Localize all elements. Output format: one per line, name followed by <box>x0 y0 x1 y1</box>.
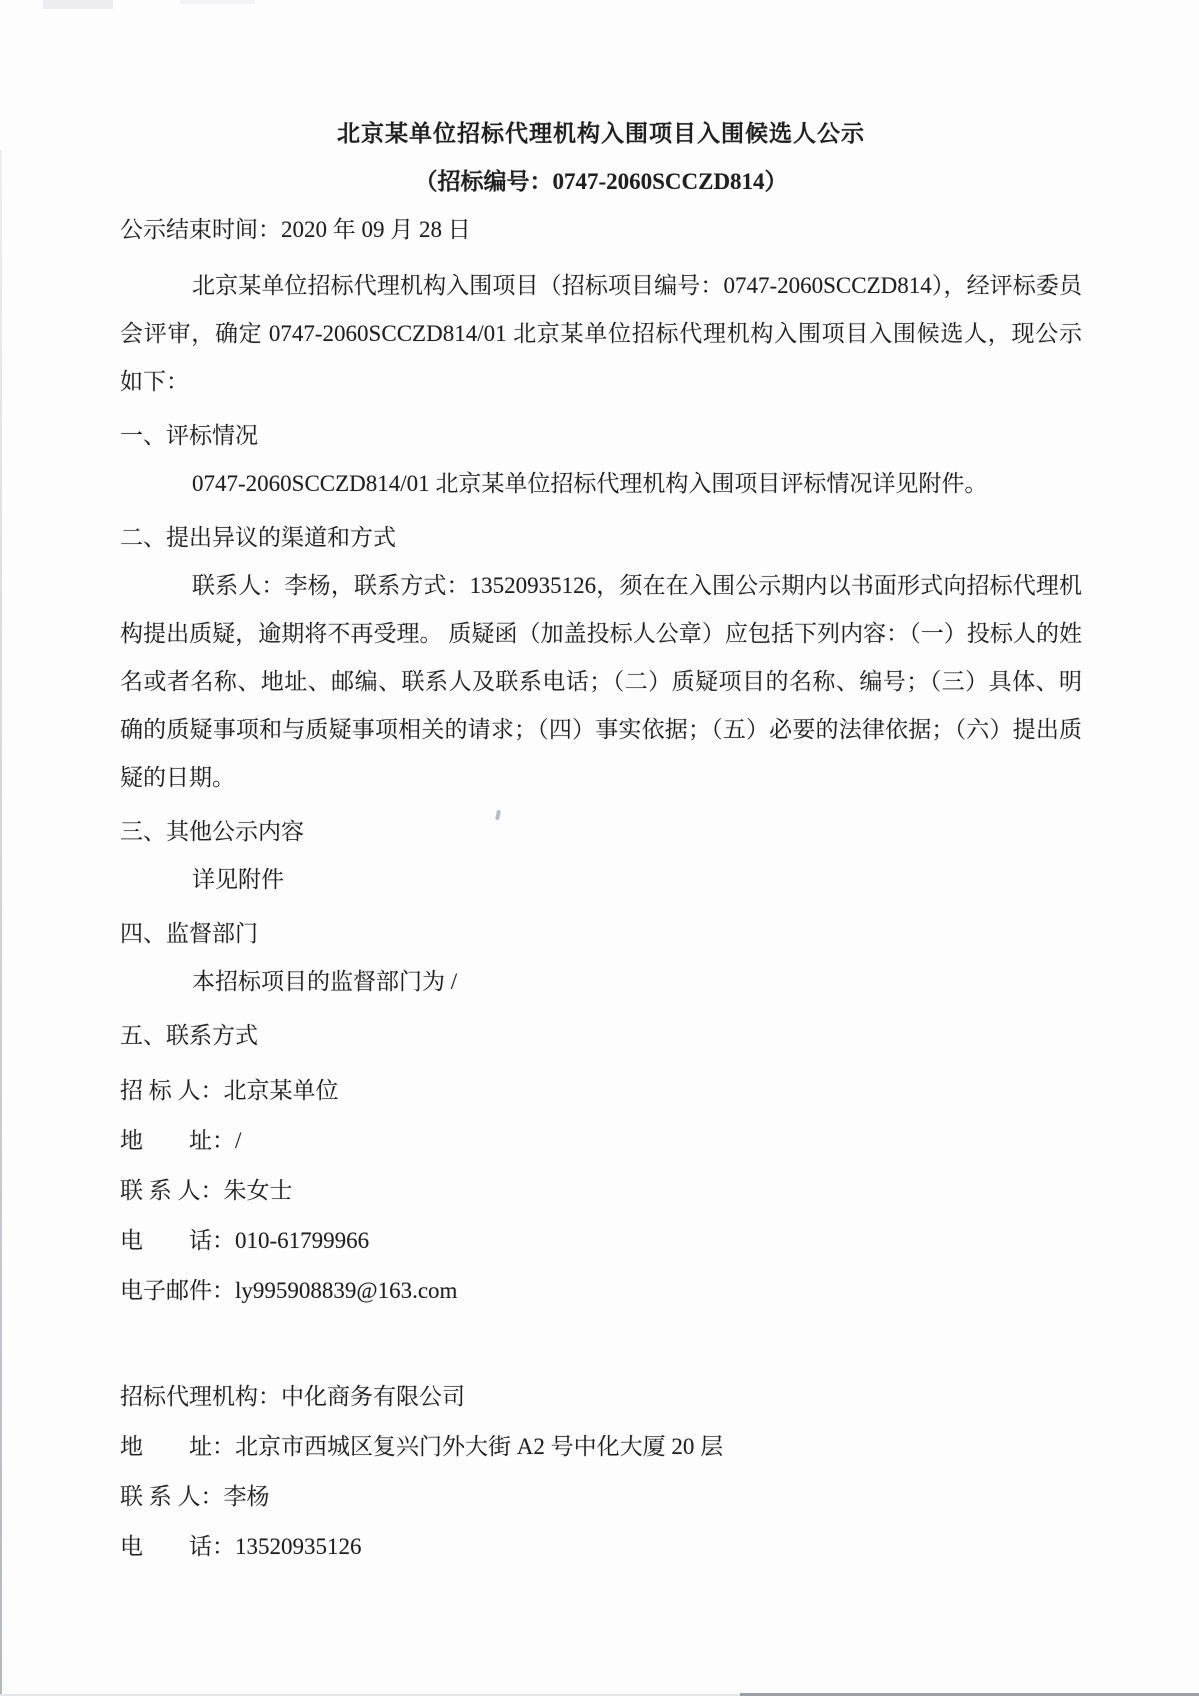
scan-corner-smudge-2 <box>180 0 255 4</box>
contact-label: 联 系 人： <box>120 1484 224 1509</box>
contact-value: 010-61799966 <box>235 1228 370 1253</box>
contact-value: 13520935126 <box>235 1534 362 1559</box>
section-heading: 四、监督部门 <box>120 921 258 946</box>
intro-paragraph: 北京某单位招标代理机构入围项目（招标项目编号：0747-2060SCCZD814），经评标委员会评审，确定 0747-2060SCCZD814/01 北京某单位招标代理机构入围项目入围候选人，现公示如下： <box>120 273 1082 394</box>
contact-value: / <box>235 1128 242 1153</box>
sections-container <box>120 412 1082 1060</box>
contact-line <box>120 1372 1082 1422</box>
contact-label: 地 址： <box>120 1434 235 1459</box>
contact-line <box>120 1116 1082 1166</box>
contact-value: ly995908839@163.com <box>235 1278 458 1303</box>
contact-line <box>120 1422 1082 1472</box>
contact-value: 李杨 <box>223 1484 270 1509</box>
contact-label: 招 标 人： <box>120 1078 224 1103</box>
section-paragraph: 详见附件 <box>192 867 284 892</box>
document-title: 北京某单位招标代理机构入围项目入围候选人公示 <box>337 121 865 146</box>
scan-left-edge-line <box>0 150 2 1696</box>
contact-label: 电子邮件： <box>120 1278 235 1303</box>
contact-line <box>120 1266 1082 1316</box>
tender-number-subtitle: （招标编号：0747-2060SCCZD814） <box>414 169 788 194</box>
contact-value: 北京市西城区复兴门外大街 A2 号中化大厦 20 层 <box>235 1434 724 1459</box>
section-heading: 五、联系方式 <box>120 1023 258 1048</box>
section-heading: 二、提出异议的渠道和方式 <box>120 525 396 550</box>
section-heading: 三、其他公示内容 <box>120 819 304 844</box>
contact-value: 朱女士 <box>223 1178 293 1203</box>
contact-line <box>120 1522 1082 1572</box>
contact-line <box>120 1066 1082 1116</box>
section-paragraph: 联系人：李杨，联系方式：13520935126，须在在入围公示期内以书面形式向招标代理机构提出质疑，逾期将不再受理。 质疑函（加盖投标人公章）应包括下列内容：（一）投标人的姓名或者名称、地址、邮编、联系人及联系电话；（二）质疑项目的名称、编号；（三）具体、明确的质疑事项和与质疑事项相关的请求；（四）事实依据；（五）必要的法律依据；（六）提出质疑的日期。 <box>120 573 1082 790</box>
section-heading: 一、评标情况 <box>120 423 258 448</box>
scan-corner-smudge <box>43 0 113 9</box>
section-paragraph: 本招标项目的监督部门为 / <box>192 969 458 994</box>
contact-label: 招标代理机构： <box>120 1384 281 1409</box>
contact-line <box>120 1166 1082 1216</box>
tenderer-contact-block <box>120 1066 1082 1316</box>
contact-line <box>120 1216 1082 1266</box>
contact-label: 电 话： <box>120 1228 235 1253</box>
section-paragraph: 0747-2060SCCZD814/01 北京某单位招标代理机构入围项目评标情况详见附件。 <box>192 471 988 496</box>
contact-value: 中化商务有限公司 <box>281 1384 465 1409</box>
contact-label: 地 址： <box>120 1128 235 1153</box>
contact-label: 电 话： <box>120 1534 235 1559</box>
publicity-end-date: 公示结束时间：2020 年 09 月 28 日 <box>120 217 471 242</box>
contact-value: 北京某单位 <box>223 1078 339 1103</box>
contact-line <box>120 1472 1082 1522</box>
agency-contact-block <box>120 1372 1082 1572</box>
contact-label: 联 系 人： <box>120 1178 224 1203</box>
document-content <box>120 110 1082 1572</box>
